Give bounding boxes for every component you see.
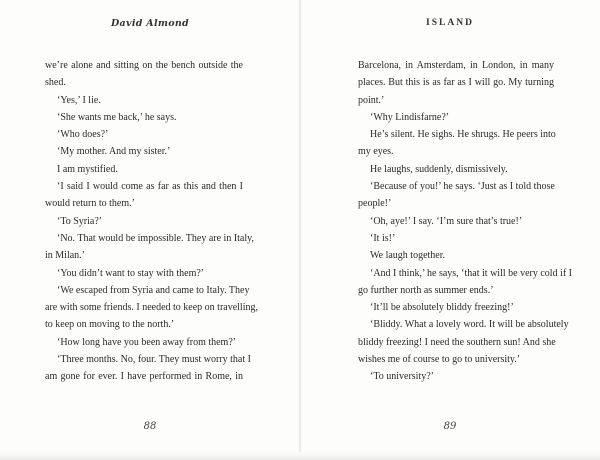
text-line: we’re alone and sitting on the bench outside the <box>45 60 243 71</box>
text-line: go further north as summer ends.’ <box>358 284 494 296</box>
text-line: ‘To university?’ <box>370 371 435 383</box>
page-bottom-edge <box>0 452 600 460</box>
text-line: ‘It’ll be absolutely bliddy freezing!’ <box>370 302 514 314</box>
text-line: We laugh together. <box>370 250 446 262</box>
text-line: am gone for ever. I have performed in Rome, in <box>45 371 243 383</box>
text-line: ‘I said I would come as far as this and then I <box>57 181 243 193</box>
text-line: to keep on moving to the north.’ <box>45 319 175 331</box>
text-line: ‘Oh, aye!’ I say. ‘I’m sure that’s true!’ <box>370 215 523 227</box>
text-line: in Milan.’ <box>45 250 85 262</box>
text-line: are with some friends. I needed to keep on travelling, <box>45 302 258 314</box>
text-line: shed. <box>45 77 66 89</box>
text-line: He’s silent. He sighs. He shrugs. He peers into <box>370 129 556 141</box>
running-header-author: David Almond <box>111 18 189 29</box>
text-line: I am mystified. <box>57 163 118 175</box>
text-line: He laughs, suddenly, dismissively. <box>370 163 508 175</box>
right-page-text <box>358 57 572 386</box>
text-line: ‘Who does?’ <box>57 129 109 141</box>
text-line: ‘She wants me back,’ he says. <box>57 111 177 123</box>
text-line: bliddy freezing! I need the southern sun! And she <box>358 336 556 348</box>
text-line: ‘My mother. And my sister.’ <box>57 146 171 158</box>
text-line: ‘How long have you been away from them?’ <box>57 336 237 348</box>
text-line: ‘You didn’t want to stay with them?’ <box>57 267 205 279</box>
text-line: Barcelona, in Amsterdam, in London, in many <box>358 60 554 71</box>
text-line: ‘Bliddy. What a lovely word. It will be absolutely <box>370 319 569 331</box>
text-line: people!’ <box>358 198 392 210</box>
page-number-right: 89 <box>443 421 457 432</box>
text-line: ‘We escaped from Syria and came to Italy. They <box>57 284 250 296</box>
text-line: ‘Three months. No, four. They must worry that I <box>57 354 251 366</box>
text-line: ‘To Syria?’ <box>57 215 103 227</box>
text-line: places. But this is as far as I will go. My turning <box>358 77 554 89</box>
text-line: ‘No. That would be impossible. They are in Italy, <box>57 232 254 244</box>
text-line: point.’ <box>358 94 385 106</box>
text-line: ‘And I think,’ he says, ‘that it will be very cold if I <box>370 267 572 279</box>
text-line: wishes me of course to go to university.’ <box>358 354 521 366</box>
right-page <box>300 0 600 460</box>
text-line: ‘Because of you!’ he says. ‘Just as I told those <box>370 181 555 193</box>
text-line: my eyes. <box>358 146 394 158</box>
text-line: ‘It is!’ <box>370 232 396 244</box>
text-line: ‘Why Lindisfarne?’ <box>370 111 450 123</box>
text-line: would return to them.’ <box>45 198 135 210</box>
text-line: ‘Yes,’ I lie. <box>57 94 101 106</box>
page-number-left: 88 <box>143 421 157 432</box>
left-page-text <box>45 57 258 386</box>
running-header-title: ISLAND <box>426 18 474 28</box>
